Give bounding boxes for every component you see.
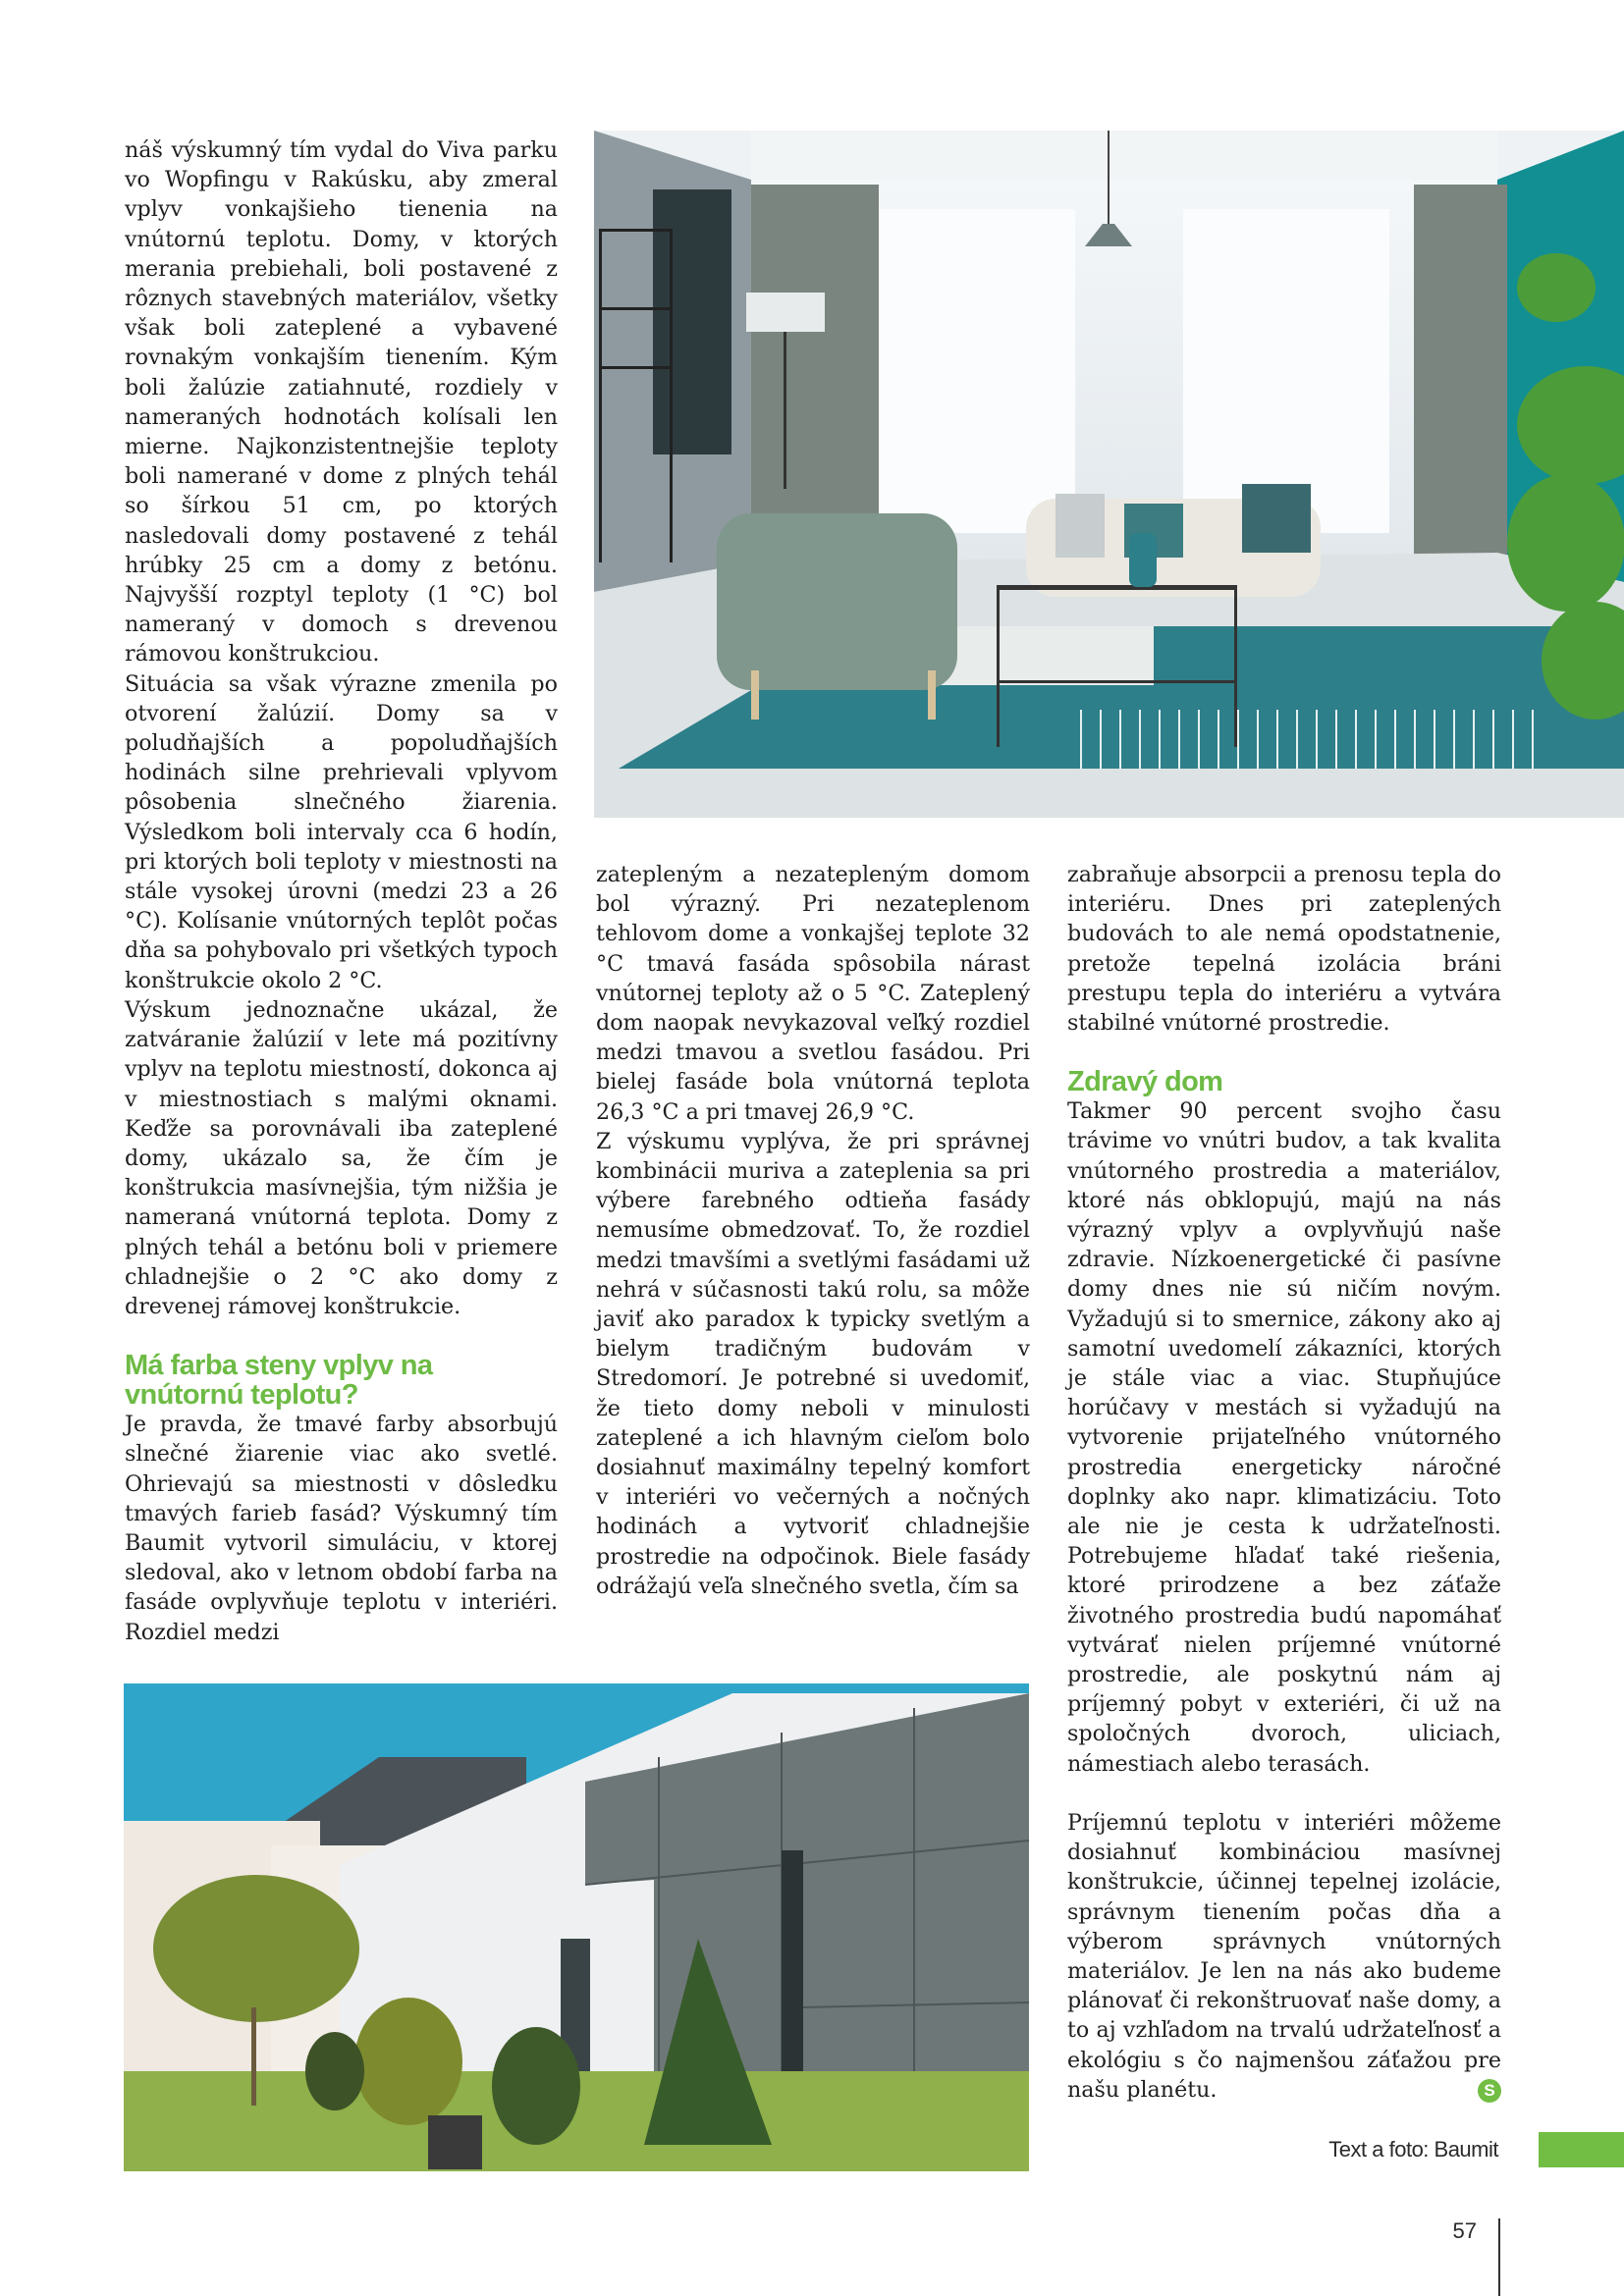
section-heading-healthy-house: Zdravý dom [1067,1066,1223,1098]
spacer [1067,1038,1501,1067]
article-column-3 [1067,860,1501,2105]
end-of-article-icon: S [1478,2079,1501,2103]
accent-bar [1539,2132,1624,2167]
closing-text: Príjemnú teplotu v interiéri môžeme dosiahnuť kombináciou masívnej konštrukcie, účinnej tepelnej izolácie, správnym tienením počas dňa a výberom správnych vnútorných materiálov. Je len na nás ako budeme plánovať či rekonštruovať naše domy, a to aj vzhľadom na trvalú udržateľnosť a ekológiu s čo najmenšou záťažou pre našu planétu. [1067,1809,1501,2103]
paragraph: zatepleným a nezatepleným domom bol výrazný. Pri nezateplenom tehlovom dome a vonkajšej teplote 32 °C tmavá fasáda spôsobila nárast vnútornej teploty až o 5 °C. Zateplený dom naopak nevykazoval veľký rozdiel medzi tmavou a svetlou fasádou. Pri bielej fasáde bola vnútorná teplota 26,3 °C a pri tmavej 26,9 °C. [596,862,1030,1125]
living-room-photo [594,131,1624,818]
spacer [1067,1779,1501,1808]
living-room-illustration [594,131,1624,818]
house-facade-illustration [124,1683,1029,2171]
house-facade-photo [124,1683,1029,2171]
article-column-1 [125,135,558,1647]
paragraph: zabraňuje absorpcii a prenosu tepla do interiéru. Dnes pri zateplených budovách to ale nemá opodstatnenie, pretože tepelná izolácia bráni prestupu tepla do interiéru a vytvára stabilné vnútorné prostredie. [1067,862,1501,1037]
paragraph: náš výskumný tím vydal do Viva parku vo Wopfingu v Rakúsku, aby zmeral vplyv vonkajšieho tienenia na vnútornú teplotu. Domy, v ktorých merania prebiehali, boli postavené z rôznych stavebných materiálov, všetky však boli zateplené a vybavené rovnakým vonkajším tienením. Kým boli žalúzie zatiahnuté, rozdiely v nameraných hodnotách kolísali len mierne. Najkonzistentnejšie teploty boli namerané v dome z plných tehál so šírkou 51 cm, po ktorých nasledovali domy postavené z tehál hrúbky 25 cm a domy z betónu. Najvyšší rozptyl teploty (1 °C) bol nameraný v domoch s drevenou rámovou konštrukciou. [125,137,558,667]
paragraph: Je pravda, že tmavé farby absorbujú slnečné žiarenie viac ako svetlé. Ohrievajú sa miestnosti v dôsledku tmavých farieb fasád? Výskumný tím Baumit vytvoril simuláciu, v ktorej sledoval, ako v letnom období farba na fasáde ovplyvňuje teplotu v interiéri. Rozdiel medzi [125,1412,558,1645]
paragraph-closing [1067,1808,1501,2105]
paragraph: Výskum jednoznačne ukázal, že zatváranie žalúzií v lete má pozitívny vplyv na teplotu miestností, dokonca aj v miestnostiach s malými oknami. Keďže sa porovnávali iba zateplené domy, ukázalo sa, že čím je konštrukcia masívnejšia, tým nižšia je nameraná vnútorná teplota. Domy z plných tehál a betónu boli v priemere chladnejšie o 2 °C ako domy z drevenej rámovej konštrukcie. [125,996,558,1319]
paragraph: Situácia sa však výrazne zmenila po otvorení žalúzií. Domy sa v poludňajších a popoludňajších hodinách silne prehrievali vplyvom pôsobenia slnečného žiarenia. Výsledkom boli intervaly cca 6 hodín, pri ktorých boli teploty v miestnosti na stále vysokej úrovni (medzi 23 a 26 °C). Kolísanie vnútorných teplôt počas dňa sa pohybovalo pri všetkých typoch konštrukcie okolo 2 °C. [125,670,558,993]
page-number-rule [1498,2218,1500,2296]
spacer [125,1321,558,1351]
article-column-2 [596,860,1030,1601]
paragraph: Z výskumu vyplýva, že pri správnej kombinácii muriva a zateplenia sa pri výbere farebného odtieňa fasády nemusíme obmedzovať. To, že rozdiel medzi tmavšími a svetlými fasádami už nehrá v súčasnosti takú rolu, sa môže javiť ako paradox k typicky svetlým a bielym tradičným budovám v Stredomorí. Je potrebné si uvedomiť, že tieto domy neboli v minulosti zateplené a ich hlavným cieľom bolo dosiahnuť maximálny tepelný komfort v interiéri vo večerných a nočných hodinách a vytvoriť chladnejšie prostredie na odpočinok. Biele fasády odrážajú veľa slnečného svetla, čím sa [596,1128,1030,1599]
page-number: 57 [1452,2218,1477,2243]
photo-credit: Text a foto: Baumit [1328,2137,1498,2162]
paragraph: Takmer 90 percent svojho času trávime vo vnútri budov, a tak kvalita vnútorného prostredia a materiálov, ktoré nás obklopujú, majú na nás výrazný vplyv a ovplyvňujú naše zdravie. Nízkoenergetické či pasívne domy dnes nie sú ničím novým. Vyžadujú si to smernice, zákony ako aj samotní uvedomelí zákazníci, ktorých je stále viac a viac. Stupňujúce horúčavy v mestách si vyžadujú na vytvorenie prijateľného vnútorného prostredia energeticky náročné doplnky ako napr. klimatizáciu. Toto ale nie je cesta k udržateľnosti. Potrebujeme hľadať také riešenia, ktoré prirodzene a bez záťaže životného prostredia budú napomáhať vytvárať nielen príjemné vnútorné prostredie, ale poskytnú nám aj príjemný pobyt v exteriéri, či už na spoločných dvoroch, uliciach, námestiach alebo terasách. [1067,1098,1501,1777]
section-heading-facade-color: Má farba steny vplyv na vnútornú teplotu? [125,1350,433,1412]
